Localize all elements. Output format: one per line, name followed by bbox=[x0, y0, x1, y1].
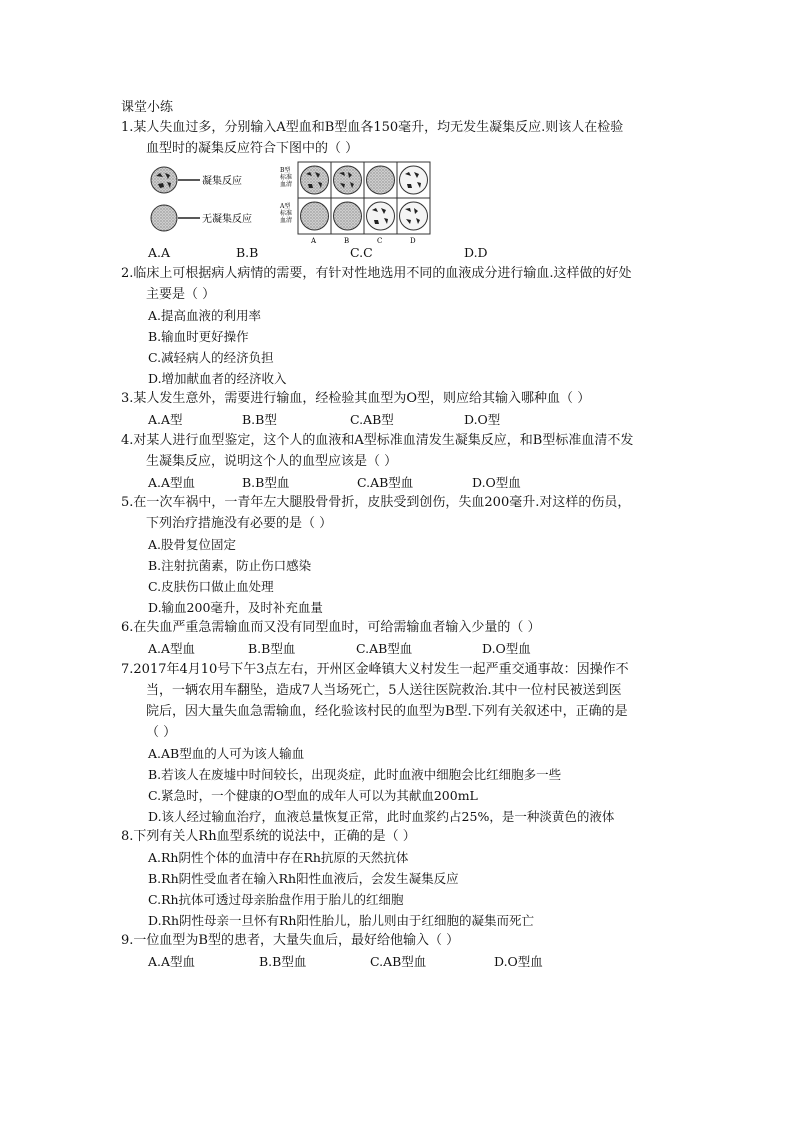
q9-option-c: C.AB型血 bbox=[370, 954, 427, 969]
q1-option-a: A.A bbox=[148, 245, 171, 260]
q1-stem-line-1: 1.某人失血过多，分别输入A型血和B型血各150毫升，均无发生凝集反应.则该人在检验 bbox=[121, 120, 624, 135]
q6-stem-line-1: 6.在失血严重急需输血而又没有同型血时，可给需输血者输入少量的（ ） bbox=[121, 620, 541, 635]
q7-stem-line-2: 当，一辆农用车翻坠，造成7人当场死亡，5人送往医院救治.其中一位村民被送到医 bbox=[146, 683, 622, 698]
q9-option-a: A.A型血 bbox=[148, 954, 196, 969]
col-label-a: A bbox=[311, 237, 317, 245]
q1-stem-line-2: 血型时的凝集反应符合下图中的（ ） bbox=[146, 141, 359, 156]
q2-option-d: D.增加献血者的经济收入 bbox=[148, 371, 287, 386]
q8-option-a: A.Rh阴性个体的血清中存在Rh抗原的天然抗体 bbox=[148, 850, 409, 865]
q3-option-c: C.AB型 bbox=[350, 412, 394, 427]
q3-option-a: A.A型 bbox=[148, 412, 183, 427]
q9-option-d: D.O型血 bbox=[494, 954, 543, 969]
q7-option-a: A.AB型血的人可为该人输血 bbox=[148, 746, 305, 761]
q5-option-d: D.输血200毫升，及时补充血量 bbox=[148, 600, 323, 615]
cell-b-b-serum bbox=[334, 166, 362, 194]
q4-option-d: D.O型血 bbox=[472, 475, 521, 490]
q6-option-b: B.B型血 bbox=[248, 641, 296, 656]
q2-option-a: A.提高血液的利用率 bbox=[148, 308, 262, 323]
row-label-b-serum: B型标准血清 bbox=[280, 167, 293, 188]
q8-stem-line-1: 8.下列有关人Rh血型系统的说法中，正确的是（ ） bbox=[121, 829, 416, 844]
cell-b-a-serum bbox=[334, 202, 362, 230]
q4-stem-line-1: 4.对某人进行血型鉴定，这个人的血液和A型标准血清发生凝集反应，和B型标准血清不发 bbox=[121, 433, 634, 448]
q4-option-a: A.A型血 bbox=[148, 475, 196, 490]
legend-no-agglutination-label: 无凝集反应 bbox=[202, 214, 252, 225]
q8-option-b: B.Rh阴性受血者在输入Rh阳性血液后，会发生凝集反应 bbox=[148, 871, 459, 886]
q9-stem-line-1: 9.一位血型为B型的患者，大量失血后，最好给他输入（ ） bbox=[121, 933, 460, 948]
cell-d-b-serum bbox=[400, 166, 428, 194]
q7-option-d: D.该人经过输血治疗，血液总量恢复正常，此时血浆约占25%，是一种淡黄色的液体 bbox=[148, 809, 615, 824]
q3-option-d: D.O型 bbox=[464, 412, 501, 427]
q5-stem-line-2: 下列治疗措施没有必要的是（ ） bbox=[146, 516, 333, 531]
q4-option-b: B.B型血 bbox=[242, 475, 290, 490]
q4-option-c: C.AB型血 bbox=[357, 475, 414, 490]
q7-option-c: C.紧急时，一个健康的O型血的成年人可以为其献血200mL bbox=[148, 788, 478, 803]
col-label-b: B bbox=[344, 237, 350, 245]
q7-stem-line-4: （ ） bbox=[146, 725, 177, 740]
legend-agglutination-label: 凝集反应 bbox=[202, 176, 242, 187]
q2-option-b: B.输血时更好操作 bbox=[148, 329, 249, 344]
q5-option-b: B.注射抗菌素，防止伤口感染 bbox=[148, 558, 312, 573]
cell-a-a-serum bbox=[301, 202, 329, 230]
q7-stem-line-3: 院后，因大量失血急需输血，经化验该村民的血型为B型.下列有关叙述中，正确的是 bbox=[146, 704, 628, 719]
q6-option-c: C.AB型血 bbox=[356, 641, 413, 656]
cell-a-b-serum bbox=[301, 166, 329, 194]
q2-option-c: C.减轻病人的经济负担 bbox=[148, 350, 274, 365]
col-label-d: D bbox=[410, 237, 416, 245]
q1-option-d: D.D bbox=[464, 245, 488, 260]
q8-option-d: D.Rh阴性母亲一旦怀有Rh阳性胎儿，胎儿则由于红细胞的凝集而死亡 bbox=[148, 913, 534, 928]
q7-stem-line-1: 7.2017年4月10号下午3点左右，开州区金峰镇大义村发生一起严重交通事故：因操作不 bbox=[121, 662, 629, 677]
cell-c-a-serum bbox=[367, 202, 395, 230]
legend-no-agglutination bbox=[151, 205, 252, 231]
q7-option-b: B.若该人在废墟中时间较长，出现炎症，此时血液中细胞会比红细胞多一些 bbox=[148, 767, 562, 782]
row-label-a-serum: A型标准血清 bbox=[280, 203, 293, 224]
q4-stem-line-2: 生凝集反应，说明这个人的血型应该是（ ） bbox=[146, 454, 398, 469]
page-title: 课堂小练 bbox=[121, 100, 174, 115]
cell-c-b-serum bbox=[367, 166, 395, 194]
q8-option-c: C.Rh抗体可透过母亲胎盘作用于胎儿的红细胞 bbox=[148, 892, 404, 907]
q3-option-b: B.B型 bbox=[242, 412, 277, 427]
q1-option-b: B.B bbox=[236, 245, 259, 260]
q9-option-b: B.B型血 bbox=[259, 954, 307, 969]
q5-option-a: A.股骨复位固定 bbox=[148, 537, 237, 552]
agglutination-diagram bbox=[148, 160, 438, 246]
col-label-c: C bbox=[377, 237, 383, 245]
legend-agglutination bbox=[151, 167, 242, 193]
q5-stem-line-1: 5.在一次车祸中，一青年左大腿股骨骨折，皮肤受到创伤，失血200毫升.对这样的伤员， bbox=[121, 495, 631, 510]
q6-option-a: A.A型血 bbox=[148, 641, 196, 656]
q2-stem-line-1: 2.临床上可根据病人病情的需要，有针对性地选用不同的血液成分进行输血.这样做的好处 bbox=[121, 266, 632, 281]
q3-stem-line-1: 3.某人发生意外，需要进行输血，经检验其血型为O型，则应给其输入哪种血（ ） bbox=[121, 391, 591, 406]
q1-option-c: C.C bbox=[350, 245, 373, 260]
cell-d-a-serum bbox=[400, 202, 428, 230]
agglutination-figure bbox=[148, 160, 438, 246]
q2-stem-line-2: 主要是（ ） bbox=[146, 287, 216, 302]
q6-option-d: D.O型血 bbox=[482, 641, 531, 656]
q5-option-c: C.皮肤伤口做止血处理 bbox=[148, 579, 274, 594]
